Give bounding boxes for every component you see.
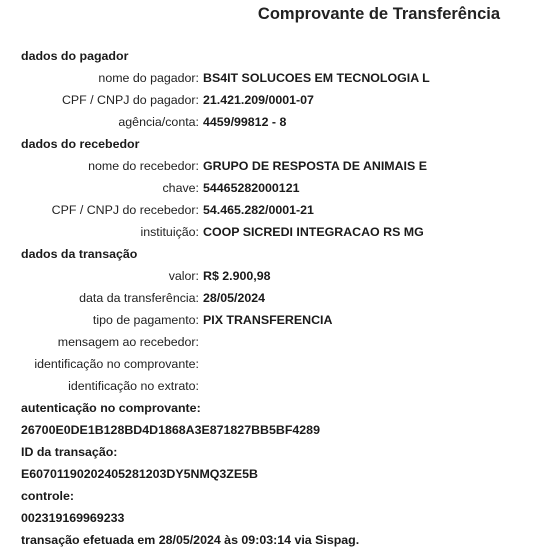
- autenticacao-label: autenticação no comprovante:: [21, 401, 201, 415]
- field-label: nome do pagador:: [98, 71, 199, 85]
- field-row-ident-extrato: [21, 375, 541, 397]
- field-value: PIX TRANSFERENCIA: [203, 313, 333, 327]
- section-title-recebedor: dados do recebedor: [21, 137, 140, 151]
- id-transacao-label: ID da transação:: [21, 445, 118, 459]
- field-value: 4459/99812 - 8: [203, 115, 287, 129]
- field-label: identificação no extrato:: [68, 379, 199, 393]
- field-value: [199, 353, 203, 375]
- field-row-doc-pagador: [21, 89, 541, 111]
- field-value: [199, 331, 203, 353]
- field-label: instituição:: [140, 225, 199, 239]
- field-label: tipo de pagamento:: [92, 313, 199, 327]
- section-title-pagador: dados do pagador: [21, 49, 129, 63]
- field-label: CPF / CNPJ do pagador:: [61, 93, 199, 107]
- field-row-nome-pagador: [21, 67, 541, 89]
- field-value: 54.465.282/0001-21: [203, 203, 314, 217]
- field-row-instituicao: [21, 221, 541, 243]
- field-label: data da transferência:: [79, 291, 199, 305]
- field-value: 21.421.209/0001-07: [203, 93, 314, 107]
- field-label: agência/conta:: [118, 115, 199, 129]
- page-title: Comprovante de Transferência: [257, 5, 500, 23]
- field-value: BS4IT SOLUCOES EM TECNOLOGIA L: [203, 71, 430, 85]
- field-label: chave:: [162, 181, 199, 195]
- field-row-doc-recebedor: [21, 199, 541, 221]
- field-row-mensagem: [21, 331, 541, 353]
- section-title-transacao: dados da transação: [21, 247, 138, 261]
- field-row-chave: [21, 177, 541, 199]
- field-value: COOP SICREDI INTEGRACAO RS MG: [203, 225, 424, 239]
- field-label: nome do recebedor:: [88, 159, 199, 173]
- field-row-valor: [21, 265, 541, 287]
- field-value: GRUPO DE RESPOSTA DE ANIMAIS E: [203, 159, 427, 173]
- field-label: identificação no comprovante:: [34, 357, 199, 371]
- field-label: valor:: [168, 269, 199, 283]
- field-label: CPF / CNPJ do recebedor:: [51, 203, 199, 217]
- transaction-footer: transação efetuada em 28/05/2024 às 09:03:14 via Sispag.: [21, 533, 360, 547]
- receipt-body: [21, 45, 541, 551]
- field-value: R$ 2.900,98: [203, 269, 271, 283]
- field-value: 28/05/2024: [203, 291, 266, 305]
- id-transacao-value: E60701190202405281203DY5NMQ3ZE5B: [21, 467, 258, 481]
- field-label: mensagem ao recebedor:: [57, 335, 199, 349]
- controle-label: controle:: [21, 489, 75, 503]
- field-row-agencia: [21, 111, 541, 133]
- field-value: 54465282000121: [203, 181, 300, 195]
- field-row-data: [21, 287, 541, 309]
- field-row-nome-recebedor: [21, 155, 541, 177]
- field-row-tipo: [21, 309, 541, 331]
- field-row-ident-comprovante: [21, 353, 541, 375]
- field-value: [199, 375, 203, 397]
- controle-value: 002319169969233: [21, 511, 125, 525]
- autenticacao-value: 26700E0DE1B128BD4D1868A3E871827BB5BF4289: [21, 423, 320, 437]
